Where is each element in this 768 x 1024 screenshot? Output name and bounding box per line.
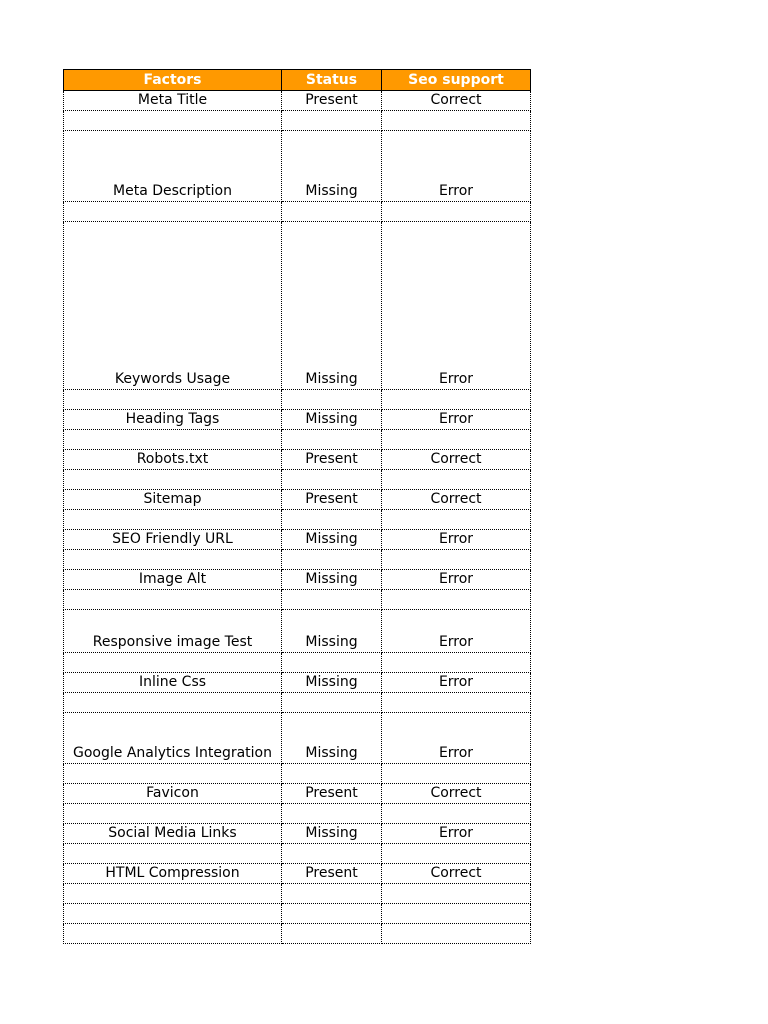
seo-support-cell: Correct [382,490,531,510]
status-cell: Present [282,784,382,804]
table-header-row [64,70,531,91]
status-cell: Missing [282,131,382,202]
table-row [64,470,531,490]
seo-support-cell: Correct [382,784,531,804]
status-cell: Missing [282,222,382,390]
seo-support-cell: Correct [382,864,531,884]
status-cell: Missing [282,824,382,844]
seo-support-cell [382,510,531,530]
seo-support-cell [382,550,531,570]
table-row [64,510,531,530]
table-row [64,91,531,111]
seo-support-cell [382,844,531,864]
factor-cell [64,390,282,410]
factor-cell: Social Media Links [64,824,282,844]
status-cell [282,844,382,864]
table-row [64,784,531,804]
table-row [64,864,531,884]
seo-support-cell: Error [382,713,531,764]
table-row [64,764,531,784]
seo-support-cell [382,924,531,944]
factor-cell: Responsive image Test [64,610,282,653]
seo-support-cell: Error [382,530,531,550]
status-cell [282,884,382,904]
seo-support-cell [382,390,531,410]
status-cell [282,111,382,131]
seo-support-cell: Error [382,222,531,390]
table-row [64,924,531,944]
table-row [64,490,531,510]
status-cell [282,590,382,610]
factor-cell [64,924,282,944]
factor-cell: Google Analytics Integration [64,713,282,764]
status-cell: Missing [282,410,382,430]
factor-cell: Meta Title [64,91,282,111]
table-row [64,131,531,202]
seo-support-cell [382,804,531,824]
table-row [64,570,531,590]
table-row [64,590,531,610]
factor-cell [64,510,282,530]
table-row [64,550,531,570]
table-row [64,844,531,864]
status-cell [282,550,382,570]
table-row [64,693,531,713]
factor-cell: SEO Friendly URL [64,530,282,550]
table-row [64,824,531,844]
factor-cell: Sitemap [64,490,282,510]
factor-cell: Heading Tags [64,410,282,430]
seo-support-cell: Error [382,570,531,590]
factor-cell [64,111,282,131]
table-row [64,390,531,410]
seo-support-cell [382,693,531,713]
status-cell: Missing [282,673,382,693]
status-cell [282,430,382,450]
status-cell [282,653,382,673]
seo-support-cell: Error [382,131,531,202]
table-row [64,804,531,824]
factor-cell [64,590,282,610]
seo-support-cell: Error [382,824,531,844]
status-cell: Present [282,864,382,884]
status-cell: Missing [282,610,382,653]
seo-support-cell [382,470,531,490]
table-row [64,610,531,653]
seo-support-cell: Correct [382,450,531,470]
seo-factors-table [63,69,531,944]
table-row [64,430,531,450]
status-cell [282,390,382,410]
factor-cell: Image Alt [64,570,282,590]
factor-cell: HTML Compression [64,864,282,884]
factor-cell: Inline Css [64,673,282,693]
table-row [64,410,531,430]
seo-support-cell [382,653,531,673]
seo-factors-sheet [63,69,530,944]
status-cell [282,764,382,784]
seo-support-cell [382,111,531,131]
status-cell [282,470,382,490]
factor-cell [64,653,282,673]
factor-cell: Favicon [64,784,282,804]
factor-cell [64,202,282,222]
factor-cell [64,693,282,713]
table-row [64,884,531,904]
table-row [64,530,531,550]
factor-cell [64,804,282,824]
table-row [64,222,531,390]
factor-cell: Meta Description [64,131,282,202]
status-cell: Present [282,490,382,510]
factor-cell [64,430,282,450]
table-row [64,673,531,693]
header-seo-support: Seo support [382,70,531,91]
factor-cell [64,550,282,570]
seo-support-cell [382,884,531,904]
seo-support-cell: Correct [382,91,531,111]
header-status: Status [282,70,382,91]
status-cell [282,904,382,924]
status-cell: Present [282,91,382,111]
table-row [64,450,531,470]
factor-cell [64,764,282,784]
status-cell [282,804,382,824]
header-factors: Factors [64,70,282,91]
table-row [64,202,531,222]
table-row [64,904,531,924]
seo-support-cell [382,430,531,450]
seo-support-cell: Error [382,610,531,653]
factor-cell [64,470,282,490]
seo-support-cell: Error [382,673,531,693]
status-cell [282,924,382,944]
status-cell [282,510,382,530]
factor-cell [64,884,282,904]
status-cell: Missing [282,713,382,764]
factor-cell: Robots.txt [64,450,282,470]
seo-support-cell: Error [382,410,531,430]
status-cell: Missing [282,570,382,590]
table-row [64,111,531,131]
table-row [64,653,531,673]
seo-support-cell [382,904,531,924]
status-cell [282,693,382,713]
status-cell: Missing [282,530,382,550]
seo-support-cell [382,590,531,610]
factor-cell: Keywords Usage [64,222,282,390]
seo-support-cell [382,202,531,222]
table-row [64,713,531,764]
factor-cell [64,904,282,924]
status-cell [282,202,382,222]
status-cell: Present [282,450,382,470]
seo-support-cell [382,764,531,784]
factor-cell [64,844,282,864]
